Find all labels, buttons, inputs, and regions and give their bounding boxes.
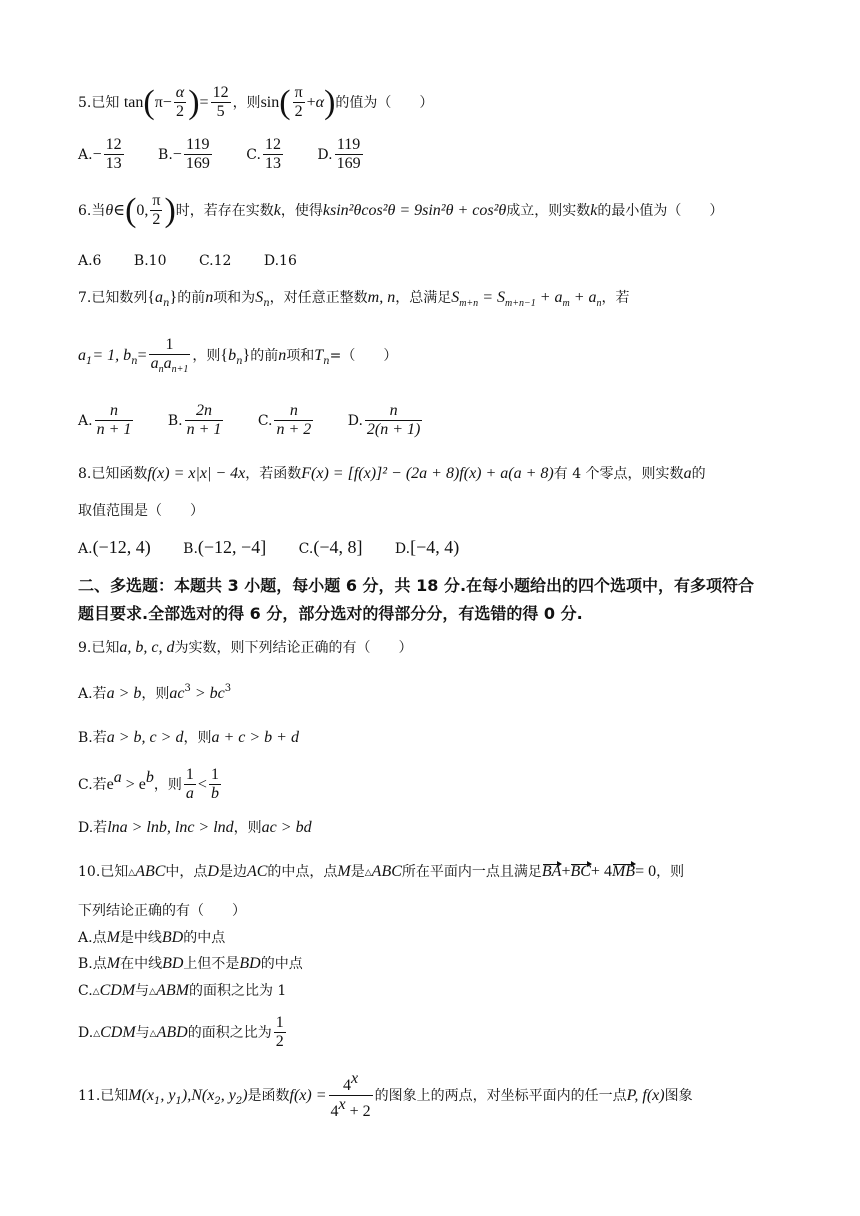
q5-option-c: C. $\frac{12}{13}$ bbox=[246, 136, 281, 173]
q8-option-d: D.[−4, 4) bbox=[394, 537, 460, 557]
q6-stem: 6.当θ∈(0, $\frac{\pi}{2}$ )时，若存在实数k，使得ksin²θcos²θ = 9sin²θ + cos²θ成立，则实数k的最小值为（ ） bbox=[78, 191, 724, 229]
q8-option-a: A.(−12, 4) bbox=[78, 537, 151, 557]
q5-option-d: D. $\frac{119}{169}$ bbox=[317, 136, 361, 173]
q5-stem: 5.已知 tan(π− $\frac{\alpha}{2}$ )= $\frac{12}{5}$ ，则sin( $\frac{\pi}{2}$ +α)的值为（ ） bbox=[78, 83, 434, 121]
q10-option-d: D.△CDM与△ABD的面积之比为 $\frac{1}{2}$ bbox=[78, 1014, 284, 1051]
section-2-heading: 二、多选题：本题共 3 小题，每小题 6 分，共 18 分.在每小题给出的四个选项中，有多项符合 题目要求.全部选对的得 6 分，部分选对的得部分分，有选错的得 0 分. bbox=[78, 576, 755, 623]
q8-option-b: B.(−12, −4] bbox=[183, 537, 267, 557]
q9-option-c: C.若$e^a > e^b$，则 $\frac{1}{a}$ < $\frac{1}{b}$ bbox=[78, 766, 219, 803]
q7-option-a: A. $\frac{n}{n + 1}$ bbox=[78, 402, 132, 439]
q7-init: $a_1= 1$, $b_n=$ $\frac{1}{a_na_{n+1}}$ ，则$\{b_n\}$的前n项和$T_n=$（ ） bbox=[78, 336, 398, 376]
q6-option-a: A.6 bbox=[78, 253, 102, 269]
q11-stem: 11.已知$M(x_1$, $y_1),N(x_2$, $y_2$)是函数f(x) = $\frac{4^x}{4^x + 2}$ 的图象上的两点，对坐标平面内的任一点P, f(x)图象 bbox=[78, 1070, 693, 1121]
q9-option-b: B.若a > b, c > d，则a + c > b + d bbox=[78, 729, 299, 746]
q6-option-c: C.12 bbox=[198, 253, 232, 269]
q7-option-c: C. $\frac{n}{n + 2}$ bbox=[257, 402, 312, 439]
q6-option-d: D.16 bbox=[263, 253, 297, 269]
q10-line2: 下列结论正确的有（ ） bbox=[78, 903, 246, 919]
q10-option-c: C.△CDM与△ABM的面积之比为 1 bbox=[78, 982, 287, 999]
q5-option-b: B.− $\frac{119}{169}$ bbox=[158, 136, 210, 173]
q8-stem: 8.已知函数f(x) = x|x| − 4x，若函数F(x) = [f(x)]² − (2a + 8)f(x) + a(a + 8)有 4 个零点，则实数a的 bbox=[78, 465, 706, 482]
q10-stem: 10.已知△ABC中，点D是边AC的中点，点M是△ABC所在平面内一点且满足BA+BC+ 4MB= 0，则 bbox=[78, 863, 685, 880]
q7-stem: 7.已知数列$\{a_n\}$的前n项和为$S_n$，对任意正整数m, n，总满足$S_{m+n} = S_{m+n-1} + a_m + a_n$，若 bbox=[78, 289, 630, 309]
q5-option-a: A.− $\frac{12}{13}$ bbox=[78, 136, 122, 173]
q8-options bbox=[78, 538, 487, 556]
q8-option-c: C.(−4, 8] bbox=[298, 537, 363, 557]
q5-options bbox=[78, 136, 393, 174]
q7-option-b: B. $\frac{2n}{n + 1}$ bbox=[167, 402, 222, 439]
q6-option-b: B.10 bbox=[133, 253, 167, 269]
q8-line2: 取值范围是（ ） bbox=[78, 503, 204, 519]
q9-option-d: D.若lna > lnb, lnc > lnd，则ac > bd bbox=[78, 819, 312, 836]
q10-option-a: A.点M是中线BD的中点 bbox=[78, 929, 226, 946]
q7-options bbox=[78, 402, 452, 440]
q7-option-d: D. $\frac{n}{2(n + 1)}$ bbox=[347, 402, 421, 439]
q6-options bbox=[78, 254, 325, 268]
q10-option-b: B.点M在中线BD上但不是BD的中点 bbox=[78, 955, 303, 972]
q9-stem: 9.已知a, b, c, d为实数，则下列结论正确的有（ ） bbox=[78, 639, 413, 656]
q9-option-a: A.若a > b，则$ac^3 > bc^3$ bbox=[78, 683, 232, 702]
